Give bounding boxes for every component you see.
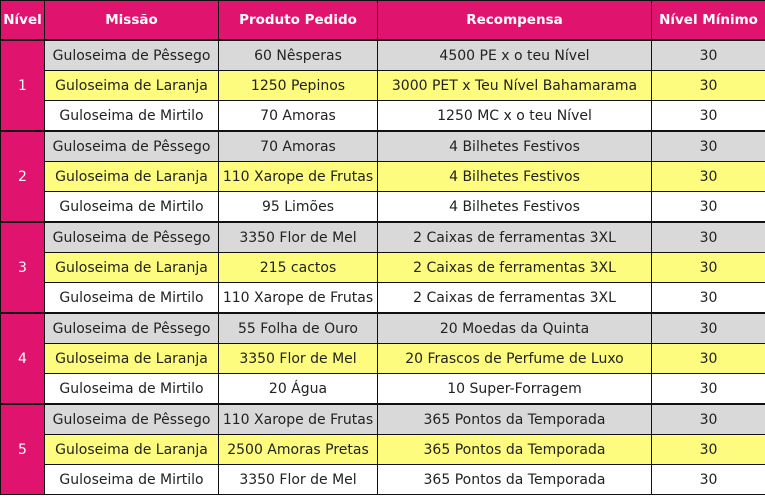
min-level-cell: 30 — [652, 344, 765, 374]
min-level-cell: 30 — [652, 313, 765, 344]
reward-cell: 365 Pontos da Temporada — [378, 465, 652, 495]
mission-cell: Guloseima de Laranja — [45, 344, 219, 374]
table-row — [1, 253, 765, 283]
level-cell: 4 — [1, 313, 45, 404]
mission-cell: Guloseima de Mirtilo — [45, 283, 219, 314]
table-row — [1, 162, 765, 192]
product-cell: 70 Amoras — [219, 101, 378, 132]
mission-cell: Guloseima de Pêssego — [45, 404, 219, 435]
product-cell: 95 Limões — [219, 192, 378, 223]
reward-cell: 4 Bilhetes Festivos — [378, 131, 652, 162]
mission-cell: Guloseima de Pêssego — [45, 40, 219, 71]
table-row — [1, 435, 765, 465]
header-nivel-minimo: Nível Mínimo — [652, 1, 765, 41]
reward-cell: 365 Pontos da Temporada — [378, 404, 652, 435]
reward-cell: 2 Caixas de ferramentas 3XL — [378, 253, 652, 283]
table-row — [1, 313, 765, 344]
reward-cell: 4 Bilhetes Festivos — [378, 162, 652, 192]
product-cell: 3350 Flor de Mel — [219, 222, 378, 253]
mission-cell: Guloseima de Laranja — [45, 435, 219, 465]
mission-cell: Guloseima de Mirtilo — [45, 101, 219, 132]
mission-cell: Guloseima de Mirtilo — [45, 374, 219, 405]
product-cell: 70 Amoras — [219, 131, 378, 162]
mission-cell: Guloseima de Pêssego — [45, 313, 219, 344]
table-row — [1, 404, 765, 435]
header-recompensa: Recompensa — [378, 1, 652, 41]
reward-cell: 4 Bilhetes Festivos — [378, 192, 652, 223]
product-cell: 1250 Pepinos — [219, 71, 378, 101]
min-level-cell: 30 — [652, 435, 765, 465]
table-row — [1, 101, 765, 132]
product-cell: 60 Nêsperas — [219, 40, 378, 71]
reward-cell: 2 Caixas de ferramentas 3XL — [378, 222, 652, 253]
table-row — [1, 374, 765, 405]
header-nivel: Nível — [1, 1, 45, 41]
product-cell: 3350 Flor de Mel — [219, 344, 378, 374]
reward-cell: 20 Frascos de Perfume de Luxo — [378, 344, 652, 374]
min-level-cell: 30 — [652, 131, 765, 162]
table-row — [1, 192, 765, 223]
product-cell: 215 cactos — [219, 253, 378, 283]
reward-cell: 1250 MC x o teu Nível — [378, 101, 652, 132]
product-cell: 110 Xarope de Frutas — [219, 162, 378, 192]
level-group-5 — [1, 404, 765, 495]
level-cell: 2 — [1, 131, 45, 222]
product-cell: 3350 Flor de Mel — [219, 465, 378, 495]
table-row — [1, 344, 765, 374]
min-level-cell: 30 — [652, 40, 765, 71]
level-cell: 5 — [1, 404, 45, 495]
product-cell: 55 Folha de Ouro — [219, 313, 378, 344]
table-row — [1, 131, 765, 162]
table-row — [1, 283, 765, 314]
mission-cell: Guloseima de Mirtilo — [45, 192, 219, 223]
level-cell: 3 — [1, 222, 45, 313]
table-row — [1, 222, 765, 253]
level-group-1 — [1, 40, 765, 131]
min-level-cell: 30 — [652, 374, 765, 405]
mission-cell: Guloseima de Mirtilo — [45, 465, 219, 495]
mission-cell: Guloseima de Pêssego — [45, 131, 219, 162]
table-row — [1, 465, 765, 495]
min-level-cell: 30 — [652, 71, 765, 101]
level-group-2 — [1, 131, 765, 222]
table-row — [1, 40, 765, 71]
min-level-cell: 30 — [652, 465, 765, 495]
min-level-cell: 30 — [652, 222, 765, 253]
header-missao: Missão — [45, 1, 219, 41]
mission-cell: Guloseima de Pêssego — [45, 222, 219, 253]
level-group-3 — [1, 222, 765, 313]
min-level-cell: 30 — [652, 253, 765, 283]
table-row — [1, 71, 765, 101]
product-cell: 2500 Amoras Pretas — [219, 435, 378, 465]
reward-cell: 4500 PE x o teu Nível — [378, 40, 652, 71]
product-cell: 110 Xarope de Frutas — [219, 283, 378, 314]
reward-cell: 365 Pontos da Temporada — [378, 435, 652, 465]
min-level-cell: 30 — [652, 162, 765, 192]
min-level-cell: 30 — [652, 404, 765, 435]
header-produto-pedido: Produto Pedido — [219, 1, 378, 41]
min-level-cell: 30 — [652, 101, 765, 132]
reward-cell: 20 Moedas da Quinta — [378, 313, 652, 344]
min-level-cell: 30 — [652, 283, 765, 314]
product-cell: 110 Xarope de Frutas — [219, 404, 378, 435]
reward-cell: 10 Super-Forragem — [378, 374, 652, 405]
product-cell: 20 Água — [219, 374, 378, 405]
reward-cell: 2 Caixas de ferramentas 3XL — [378, 283, 652, 314]
level-group-4 — [1, 313, 765, 404]
table-header-row — [1, 1, 765, 41]
mission-cell: Guloseima de Laranja — [45, 71, 219, 101]
level-cell: 1 — [1, 40, 45, 131]
mission-cell: Guloseima de Laranja — [45, 162, 219, 192]
reward-cell: 3000 PET x Teu Nível Bahamarama — [378, 71, 652, 101]
mission-cell: Guloseima de Laranja — [45, 253, 219, 283]
min-level-cell: 30 — [652, 192, 765, 223]
